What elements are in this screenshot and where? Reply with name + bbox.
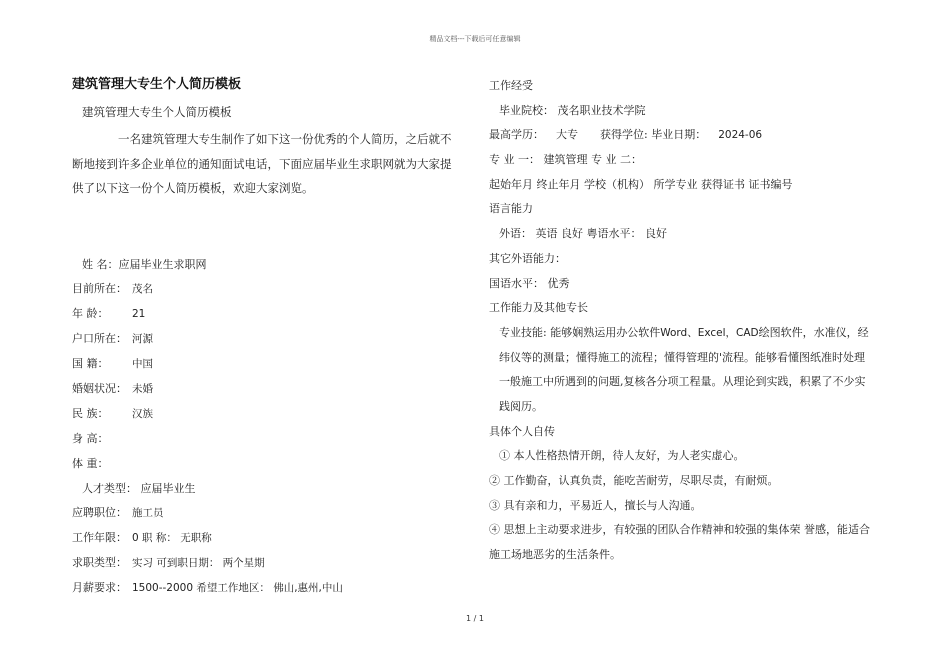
degree-label: 最高学历： — [489, 128, 544, 142]
field-row — [72, 576, 460, 601]
field-row — [72, 377, 460, 402]
field-label: 户口所在： — [72, 332, 127, 346]
field-value: 茂名 — [132, 283, 153, 296]
field-value: 1500--2000 希望工作地区： 佛山,惠州,中山 — [132, 582, 343, 595]
field-value: 河源 — [132, 333, 153, 346]
name-line: 姓 名：应届毕业生求职网 — [82, 257, 207, 271]
self-point: ② 工作勤奋，认真负责，能吃苦耐劳，尽职尽责，有耐烦。 — [489, 474, 779, 488]
field-value: 未婚 — [132, 382, 153, 395]
field-row — [72, 402, 460, 427]
section-heading-abilities: 工作能力及其他专长 — [489, 301, 588, 315]
major-line: 专 业 一： 建筑管理 专 业 二： — [489, 153, 642, 167]
field-label: 婚姻状况： — [72, 381, 127, 395]
field-row — [72, 277, 460, 302]
foreign-language-line: 外语： 英语 良好 粤语水平： 良好 — [499, 227, 667, 241]
self-point: ④ 思想上主动要求进步，有较强的团队合作精神和较强的集体荣 誉感，能适合施工场地恶劣的生活条件。 — [489, 523, 870, 562]
field-row — [72, 427, 460, 452]
document-subtitle: 建筑管理大专生个人简历模板 — [82, 105, 232, 119]
skills-paragraph — [489, 321, 875, 420]
school-line: 毕业院校： 茂名职业技术学院 — [499, 103, 646, 117]
field-row — [72, 452, 460, 477]
header-note: 精品文档---下载后可任意编辑 — [429, 35, 521, 43]
other-language-line: 其它外语能力： — [489, 251, 566, 265]
field-row — [72, 501, 460, 526]
field-row — [72, 352, 460, 377]
field-value: 0 职 称： 无职称 — [132, 532, 212, 545]
education-table-header: 起始年月 终止年月 学校（机构） 所学专业 获得证书 证书编号 — [489, 177, 793, 191]
section-heading-work-experience: 工作经受 — [489, 79, 533, 92]
field-label: 求职类型： — [72, 556, 127, 570]
field-value: 中国 — [132, 358, 153, 371]
skills-prefix: 专业技能: 能够娴熟运用办公软件 — [499, 325, 661, 339]
self-point: ① 本人性格热情开朗，待人友好，为人老实虚心。 — [499, 449, 745, 463]
document-title: 建筑管理大专生个人简历模板 — [72, 77, 242, 92]
mandarin-line: 国语水平： 优秀 — [489, 276, 570, 290]
self-point: ③ 具有亲和力，平易近人，擅长与人沟通。 — [489, 498, 702, 512]
job-fields — [72, 501, 460, 601]
field-value: 施工员 — [132, 507, 164, 520]
field-label: 月薪要求： — [72, 581, 127, 595]
field-label: 年 龄： — [72, 307, 109, 321]
page-number: 1 / 1 — [466, 614, 484, 623]
graduation-label: 获得学位: 毕业日期： — [600, 128, 707, 142]
talent-type-line: 人才类型： 应届毕业生 — [82, 481, 196, 495]
field-value: 汉族 — [132, 407, 153, 420]
field-label: 民 族： — [72, 406, 109, 420]
degree-value: 大专 — [556, 128, 578, 142]
section-heading-self-description: 具体个人自传 — [489, 424, 555, 438]
intro-paragraph: 一名建筑管理大专生制作了如下这一份优秀的个人简历，之后就不断地接到许多企业单位的通知面试电话，下面应届毕业生求职网就为大家提供了以下这一份个人简历模板，欢迎大家浏览。 — [72, 132, 452, 195]
spacer — [72, 201, 460, 253]
field-label: 应聘职位： — [72, 506, 127, 520]
skills-software: Word、Excel，CAD — [660, 326, 759, 339]
left-column — [72, 74, 460, 601]
field-label: 体 重： — [72, 456, 109, 470]
degree-line — [489, 123, 875, 148]
field-value: 21 — [132, 308, 146, 321]
field-row — [72, 327, 460, 352]
personal-fields — [72, 277, 460, 476]
field-label: 目前所在： — [72, 282, 127, 296]
section-heading-language: 语言能力 — [489, 202, 533, 216]
right-column — [489, 74, 875, 568]
field-row — [72, 302, 460, 327]
field-row — [72, 526, 460, 551]
graduation-date: 2024-06 — [718, 129, 763, 142]
field-label: 国 籍： — [72, 357, 109, 371]
field-label: 身 高： — [72, 431, 109, 445]
field-value: 实习 可到职日期： 两个星期 — [132, 557, 265, 570]
field-row — [72, 551, 460, 576]
skills-rest: 绘图软件，水准仪，经纬仪等的测量；懂得施工的流程；懂得管理的'流程。能够看懂图纸准时处理一般施工中所遇到的问题,复核各分项工程量。从理论到实践，积累了不少实践阅历。 — [499, 325, 869, 413]
field-label: 工作年限： — [72, 531, 127, 545]
